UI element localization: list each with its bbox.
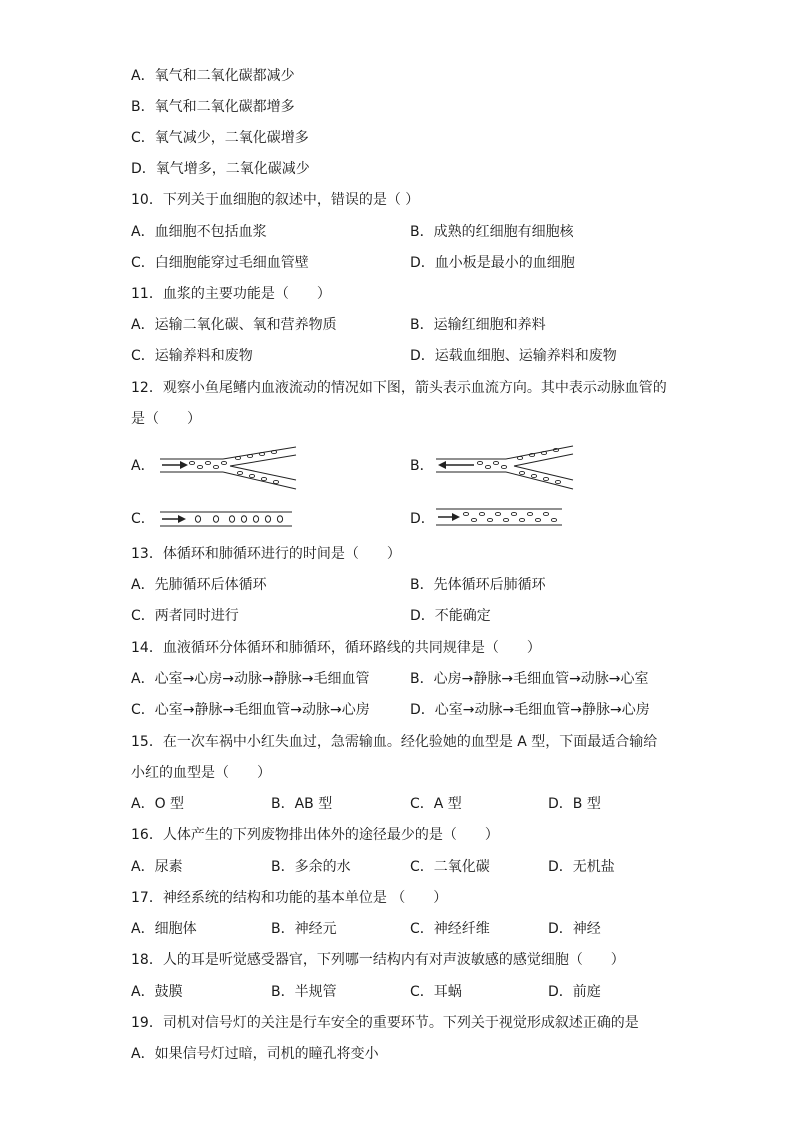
- q10-option-b: B．成熟的红细胞有细胞核: [410, 224, 574, 240]
- q11-option-a: A．运输二氧化碳、氧和营养物质: [131, 317, 337, 333]
- q14-option-b: B．心房→静脉→毛细血管→动脉→心室: [410, 671, 649, 687]
- q9-option-c: C．氧气减少，二氧化碳增多: [131, 130, 309, 146]
- q19-stem: 19．司机对信号灯的关注是行车安全的重要环节。下列关于视觉形成叙述正确的是: [131, 1015, 639, 1031]
- q16-stem: 16．人体产生的下列废物排出体外的途径最少的是（ ）: [131, 827, 499, 843]
- q13-option-d: D．不能确定: [410, 608, 491, 624]
- q12-figure-b: [434, 443, 576, 491]
- q12-label-c: C．: [131, 511, 155, 527]
- q15-option-d: D．B 型: [548, 796, 601, 812]
- q12-figure-d: [434, 506, 564, 528]
- q14-stem: 14．血液循环分体循环和肺循环，循环路线的共同规律是（ ）: [131, 640, 541, 656]
- q16-option-c: C．二氧化碳: [410, 859, 490, 875]
- q10-option-d: D．血小板是最小的血细胞: [410, 255, 575, 271]
- q18-option-c: C．耳蜗: [410, 984, 462, 1000]
- q11-option-c: C．运输养料和废物: [131, 348, 253, 364]
- q14-option-c: C．心室→静脉→毛细血管→动脉→心房: [131, 702, 370, 718]
- q17-option-b: B．神经元: [271, 921, 337, 937]
- q15-option-a: A．O 型: [131, 796, 185, 812]
- q13-stem: 13．体循环和肺循环进行的时间是（ ）: [131, 546, 401, 562]
- q17-stem: 17．神经系统的结构和功能的基本单位是 （ ）: [131, 890, 448, 906]
- q12-stem-line2: 是（ ）: [131, 411, 201, 427]
- q18-option-a: A．鼓膜: [131, 984, 183, 1000]
- q13-option-c: C．两者同时进行: [131, 608, 239, 624]
- q9-option-a: A．氧气和二氧化碳都减少: [131, 68, 295, 84]
- q12-label-b: B．: [410, 458, 434, 474]
- q15-option-b: B．AB 型: [271, 796, 333, 812]
- q16-option-a: A．尿素: [131, 859, 183, 875]
- q9-option-b: B．氧气和二氧化碳都增多: [131, 99, 295, 115]
- q12-stem-line1: 12．观察小鱼尾鳍内血液流动的情况如下图，箭头表示血流方向。其中表示动脉血管的: [131, 380, 667, 396]
- q11-option-d: D．运载血细胞、运输养料和废物: [410, 348, 617, 364]
- q12-figure-c: [158, 508, 294, 530]
- q11-option-b: B．运输红细胞和养料: [410, 317, 546, 333]
- q17-option-c: C．神经纤维: [410, 921, 490, 937]
- q17-option-d: D．神经: [548, 921, 601, 937]
- q15-stem-line2: 小红的血型是（ ）: [131, 765, 271, 781]
- q10-option-c: C．白细胞能穿过毛细血管壁: [131, 255, 309, 271]
- q10-stem: 10．下列关于血细胞的叙述中，错误的是（ ）: [131, 192, 420, 208]
- q12-label-d: D．: [410, 511, 435, 527]
- q11-stem: 11．血浆的主要功能是（ ）: [131, 286, 331, 302]
- q16-option-b: B．多余的水: [271, 859, 351, 875]
- q12-figure-a: [158, 443, 300, 491]
- q12-label-a: A．: [131, 458, 155, 474]
- q14-option-d: D．心室→动脉→毛细血管→静脉→心房: [410, 702, 650, 718]
- q16-option-d: D．无机盐: [548, 859, 615, 875]
- q17-option-a: A．细胞体: [131, 921, 197, 937]
- q18-option-b: B．半规管: [271, 984, 337, 1000]
- q13-option-b: B．先体循环后肺循环: [410, 577, 546, 593]
- q15-stem-line1: 15．在一次车祸中小红失血过，急需输血。经化验她的血型是 A 型，下面最适合输给: [131, 734, 658, 750]
- q19-option-a: A．如果信号灯过暗，司机的瞳孔将变小: [131, 1046, 379, 1062]
- q15-option-c: C．A 型: [410, 796, 462, 812]
- q10-option-a: A．血细胞不包括血浆: [131, 224, 267, 240]
- q18-stem: 18．人的耳是听觉感受器官，下列哪一结构内有对声波敏感的感觉细胞（ ）: [131, 952, 625, 968]
- q14-option-a: A．心室→心房→动脉→静脉→毛细血管: [131, 671, 370, 687]
- q13-option-a: A．先肺循环后体循环: [131, 577, 267, 593]
- q18-option-d: D．前庭: [548, 984, 601, 1000]
- q9-option-d: D．氧气增多，二氧化碳减少: [131, 161, 310, 177]
